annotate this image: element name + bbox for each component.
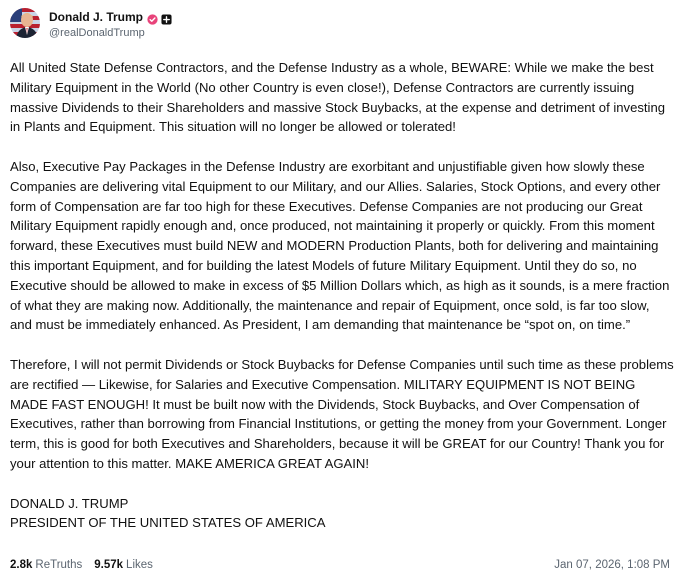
likes-count: 9.57k bbox=[94, 559, 124, 571]
post-paragraph-3: Therefore, I will not permit Dividends or Stock Buybacks for Defense Companies until such time as these problems are rectified — Likewise, for Salaries and Executive Compensation. MILITARY EQUIPMENT IS NOT BEING MADE FAST ENOUGH! It must be built now with the Dividends, Stock Buybacks, and Over Compensation of Executives, rather than borrowing from Financial Institutions, or getting the money from your Government. Longer term, this is good for both Executives and Shareholders, because it will be GREAT for our Country! Thank you for your attention to this matter. MAKE AMERICA GREAT AGAIN! bbox=[10, 356, 678, 471]
verified-badge-icon bbox=[147, 12, 158, 23]
avatar[interactable] bbox=[10, 8, 40, 38]
post-timestamp[interactable]: Jan 07, 2026, 1:08 PM bbox=[554, 559, 670, 571]
likes-label: Likes bbox=[126, 559, 153, 571]
retruths-count: 2.8k bbox=[10, 559, 33, 571]
post-footer bbox=[10, 557, 670, 573]
post-paragraph-1: All United State Defense Contractors, and the Defense Industry as a whole, BEWARE: While we make the best Military Equipment in the World (No other Country is even close!), Defense Contractors are currently issuing massive Dividends to their Shareholders and massive Stock Buybacks, at the expense and detriment of investing in Plants and Equipment. This situation will no longer be allowed or tolerated! bbox=[10, 60, 669, 135]
retruths-label: ReTruths bbox=[35, 559, 83, 571]
author-names bbox=[49, 8, 172, 40]
signature-name: DONALD J. TRUMP bbox=[10, 495, 129, 511]
post-body bbox=[10, 58, 678, 533]
post-paragraph-2: Also, Executive Pay Packages in the Defense Industry are exorbitant and unjustifiable given how slowly these Companies are delivering vital Equipment to our Military, and our Allies. Salaries, Stock Options, and every other form of Compensation are far too high for these Executives. Defense Companies are not producing our Great Military Equipment rapidly enough and, once produced, not maintaining it properly or quickly. From this moment forward, these Executives must build NEW and MODERN Production Plants, both for delivering and maintaining this important Equipment, and for building the latest Models of future Military Equipment. Until they do so, no Executive should be allowed to make in excess of $5 Million Dollars which, as high as it sounds, is a mere fraction of what they are making now. Additionally, the maintenance and repair of Equipment, once sold, is far too slow, and must be immediately enhanced. As President, I am demanding that maintenance be “spot on, on time.” bbox=[10, 158, 674, 333]
retruths-stat[interactable] bbox=[10, 559, 82, 571]
author-handle[interactable]: @realDonaldTrump bbox=[49, 27, 145, 39]
add-square-icon[interactable] bbox=[161, 12, 172, 23]
post-header bbox=[10, 8, 172, 42]
author-display-name[interactable]: Donald J. Trump bbox=[49, 10, 144, 24]
author-name-row bbox=[49, 8, 172, 26]
avatar-image bbox=[10, 8, 40, 38]
likes-stat[interactable] bbox=[94, 559, 153, 571]
signature-title: PRESIDENT OF THE UNITED STATES OF AMERICA bbox=[10, 515, 326, 531]
